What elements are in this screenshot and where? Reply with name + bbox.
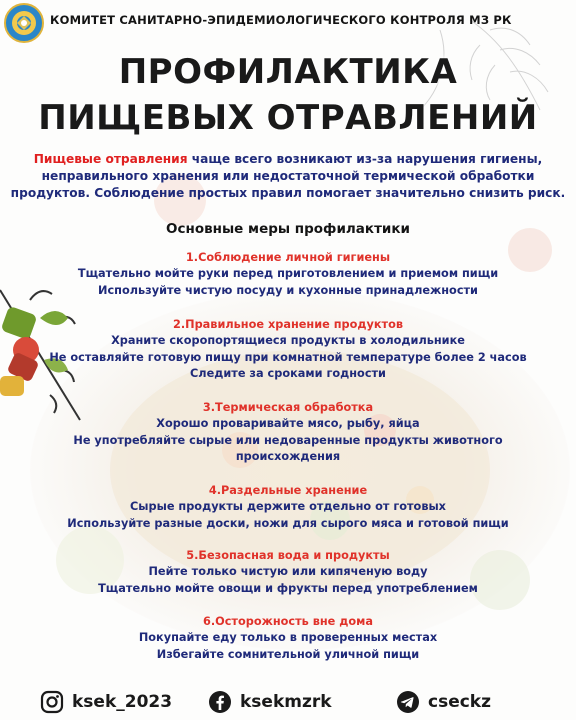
section-line: Храните скоропортящиеся продукты в холодильнике: [111, 334, 465, 347]
section-line: Хорошо проваривайте мясо, рыбу, яйца: [156, 417, 420, 430]
page-title-line-2: ПИЩЕВЫХ ОТРАВЛЕНИЙ: [38, 98, 538, 138]
section-thermal-processing: [0, 399, 576, 466]
instagram-link[interactable]: [40, 684, 172, 720]
page-title-line-1: ПРОФИЛАКТИКА: [118, 52, 458, 92]
intro-text: чаще всего возникают из-за нарушения гигиены, неправильного хранения или недостаточной термической обработки продуктов. Соблюдение простых правил помогает значительно снизить риск.: [10, 152, 566, 200]
measures-subheading: Основные меры профилактики: [166, 221, 410, 237]
section-line: Используйте разные доски, ножи для сырого мяса и готовой пищи: [67, 516, 509, 530]
section-heading: 3.Термическая обработка: [202, 401, 374, 414]
instagram-handle: ksek_2023: [72, 692, 173, 712]
section-hygiene: [0, 249, 576, 299]
intro-paragraph: [6, 151, 570, 202]
section-line: Сырые продукты держите отдельно от готовых: [130, 500, 446, 513]
header-bar: [0, 0, 576, 50]
section-separate-storage: [0, 482, 576, 532]
section-line: Пейте только чистую или кипяченую воду: [148, 565, 428, 578]
section-heading: 4.Раздельные хранение: [208, 484, 368, 497]
telegram-link[interactable]: [396, 684, 491, 720]
intro-highlight: Пищевые отравления: [33, 152, 188, 166]
section-heading: 6.Осторожность вне дома: [202, 615, 374, 628]
section-line: Используйте чистую посуду и кухонные принадлежности: [98, 283, 478, 297]
section-line: Тщательно мойте руки перед приготовлением и приемом пищи: [77, 267, 499, 280]
section-outside-home: [0, 613, 576, 663]
section-line: Покупайте еду только в проверенных местах: [138, 631, 438, 644]
kazakhstan-emblem-icon: [4, 3, 44, 43]
facebook-handle: ksekmzrk: [240, 692, 332, 712]
facebook-link[interactable]: [208, 684, 332, 720]
section-line: происхождения: [235, 450, 341, 463]
section-heading: 2.Правильное хранение продуктов: [172, 318, 403, 331]
section-storage: [0, 316, 576, 383]
section-line: Избегайте сомнительной уличной пищи: [156, 647, 420, 661]
section-line: Не употребляйте сырые или недоваренные продукты животного: [73, 433, 503, 447]
facebook-icon: [208, 690, 232, 714]
section-line: Тщательно мойте овощи и фрукты перед употреблением: [98, 581, 478, 595]
telegram-handle: cseckz: [428, 692, 492, 712]
section-heading: 5.Безопасная вода и продукты: [186, 549, 390, 562]
organization-name: КОМИТЕТ САНИТАРНО-ЭПИДЕМИОЛОГИЧЕСКОГО КОНТРОЛЯ МЗ РК: [50, 13, 512, 27]
section-safe-water: [0, 547, 576, 597]
section-line: Следите за сроками годности: [190, 367, 386, 380]
telegram-icon: [396, 690, 420, 714]
section-line: Не оставляйте готовую пищу при комнатной температуре более 2 часов: [49, 350, 527, 364]
section-heading: 1.Соблюдение личной гигиены: [185, 251, 391, 264]
instagram-icon: [40, 690, 64, 714]
social-footer: [0, 684, 576, 720]
